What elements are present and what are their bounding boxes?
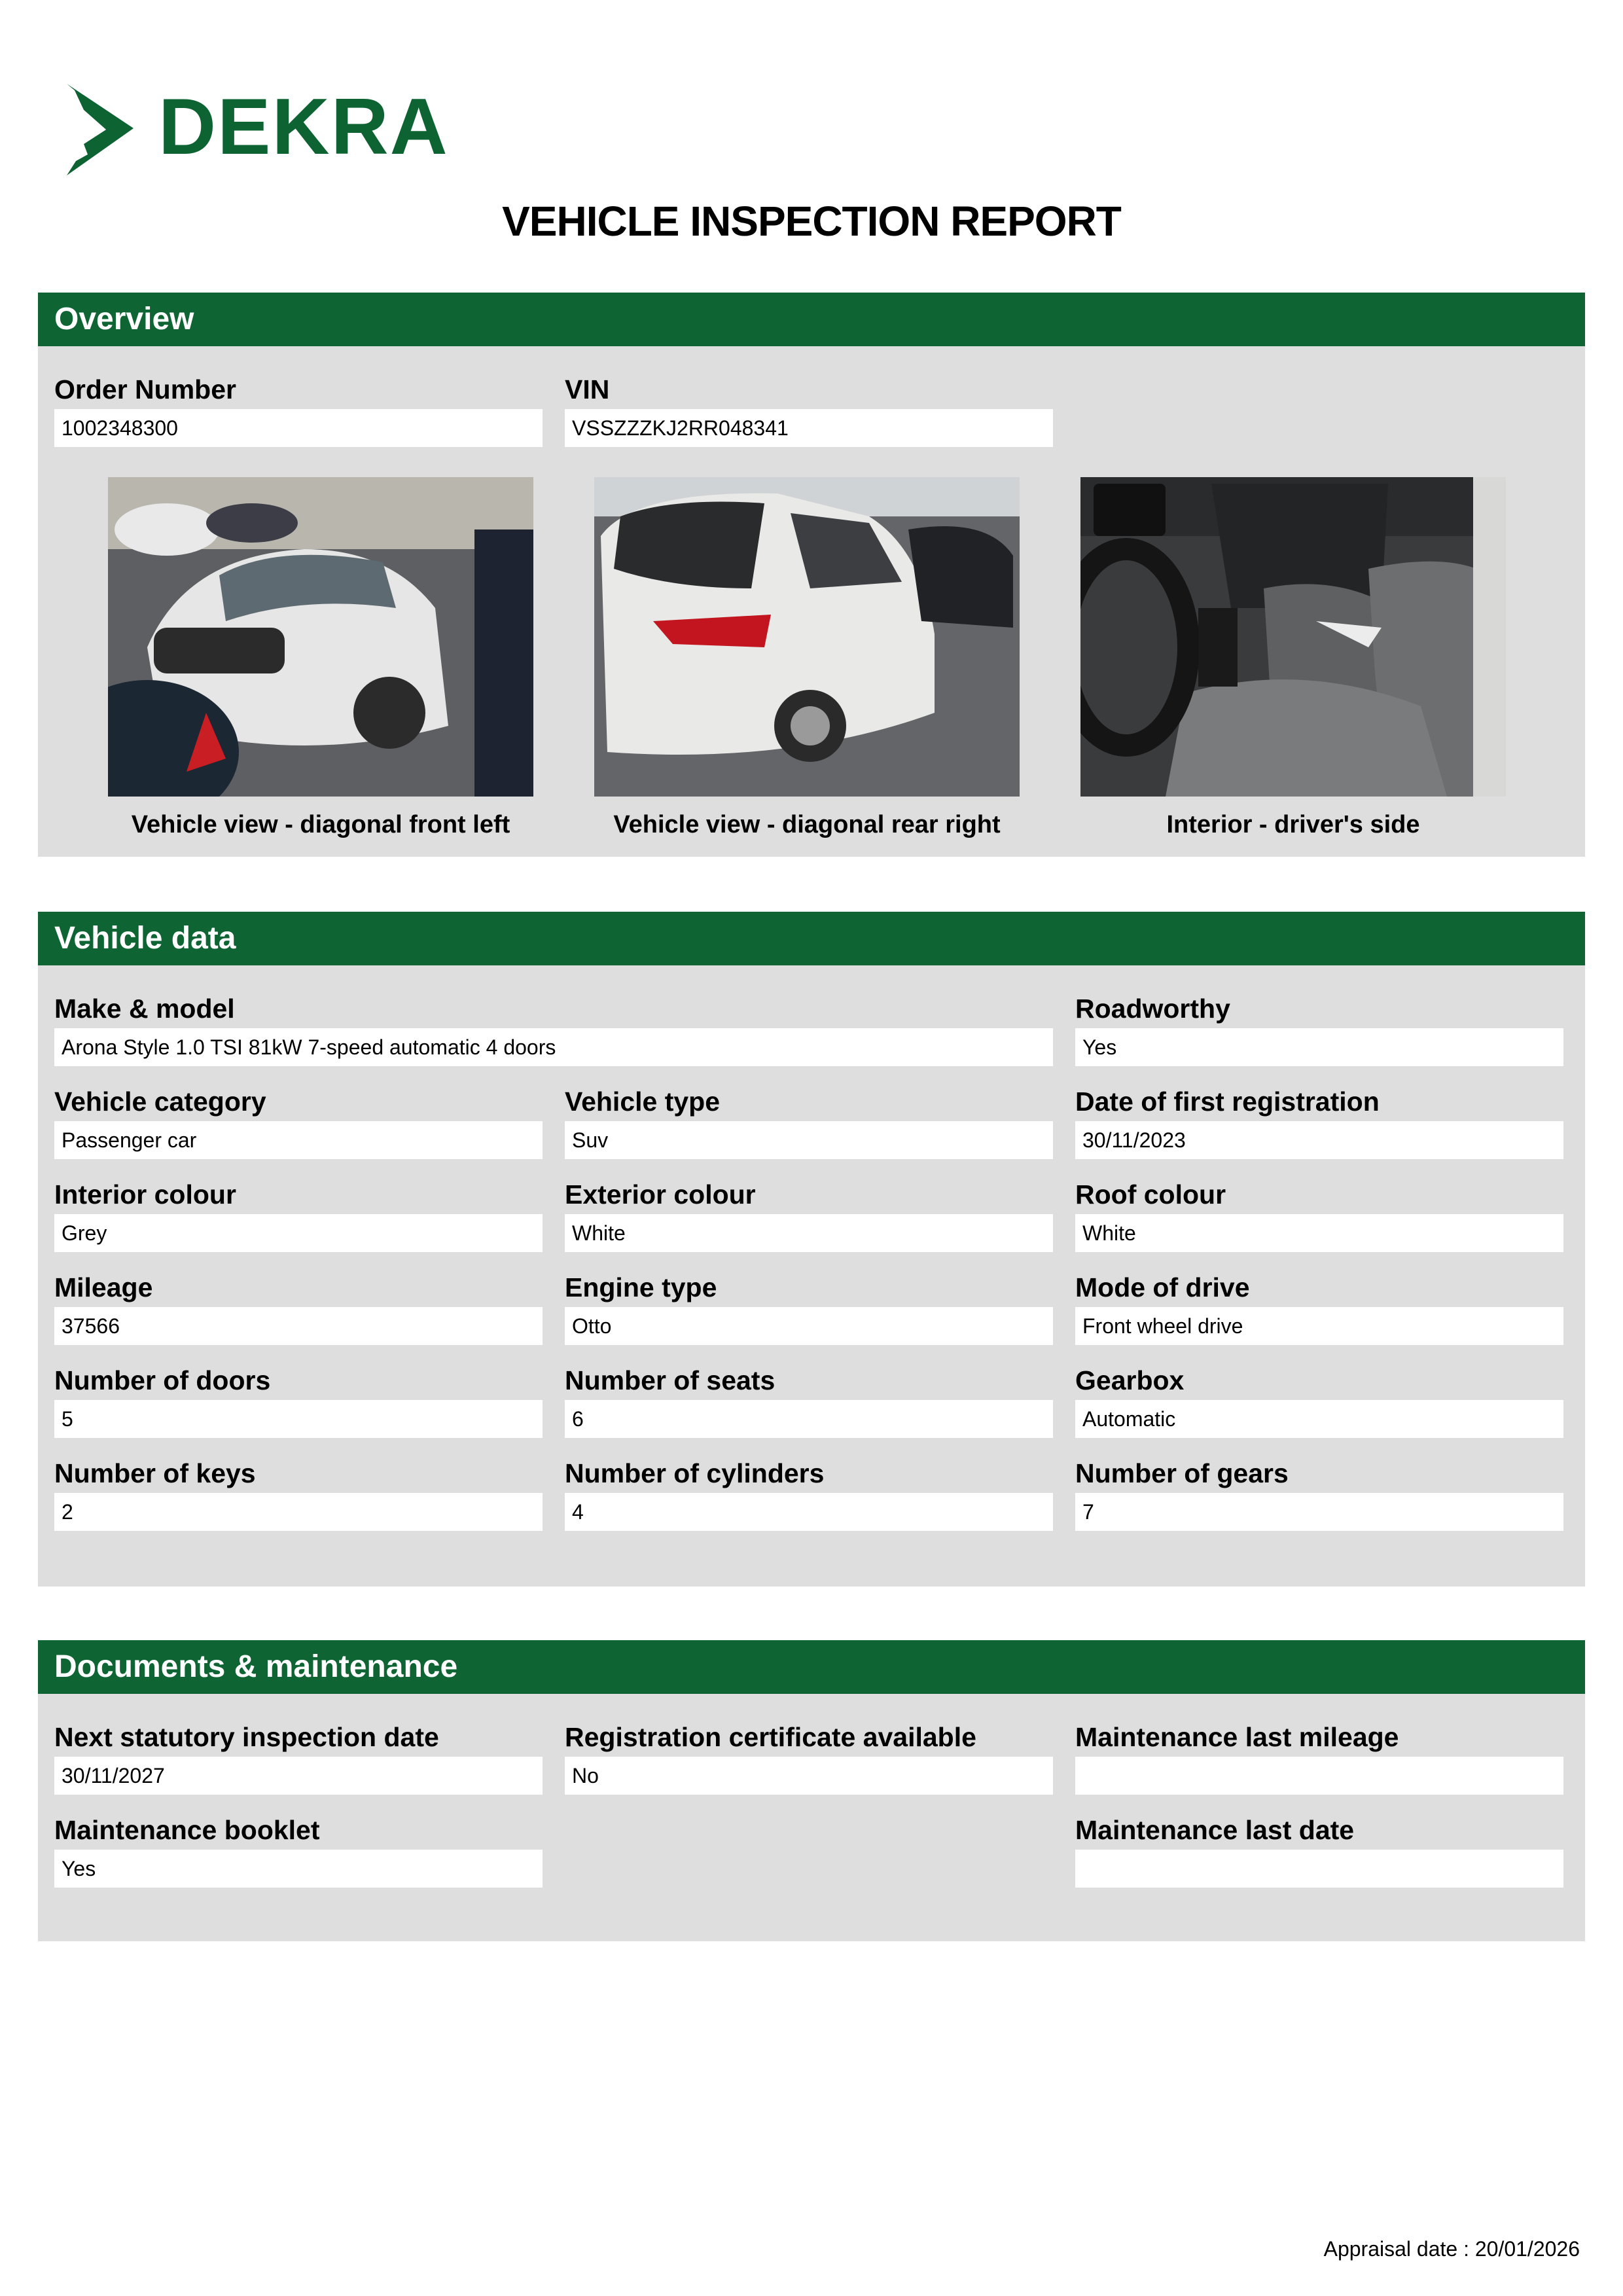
field-value: Yes: [1075, 1028, 1563, 1066]
vehicle-type-field: [565, 1088, 1053, 1159]
photo-caption: Vehicle view - diagonal front left: [131, 811, 510, 838]
mileage-field: [54, 1274, 543, 1345]
field-value: [1075, 1850, 1563, 1888]
photo-caption: Vehicle view - diagonal rear right: [613, 811, 1001, 838]
field-label: Roadworthy: [1075, 994, 1230, 1024]
maintenance-last-mileage-field: [1075, 1724, 1563, 1795]
vehicle-data-section: [38, 912, 1585, 1587]
field-label: Number of gears: [1075, 1458, 1289, 1488]
field-value: 30/11/2023: [1075, 1121, 1563, 1159]
order-number-field: [54, 376, 543, 447]
overview-section: [38, 293, 1585, 857]
field-label: Roof colour: [1075, 1179, 1226, 1210]
photo-rear-right[interactable]: [594, 477, 1020, 839]
field-value: Passenger car: [54, 1121, 543, 1159]
report-title: VEHICLE INSPECTION REPORT: [502, 198, 1121, 245]
field-label: VIN: [565, 374, 610, 404]
field-value: Automatic: [1075, 1400, 1563, 1438]
field-value: Front wheel drive: [1075, 1307, 1563, 1345]
documents-maintenance-section: [38, 1640, 1585, 1941]
section-header: Overview: [38, 293, 1585, 346]
first-registration-field: [1075, 1088, 1563, 1159]
interior-colour-field: [54, 1181, 543, 1252]
field-value: 7: [1075, 1493, 1563, 1531]
field-label: Number of seats: [565, 1365, 776, 1395]
maintenance-last-date-field: [1075, 1817, 1563, 1888]
field-value: 5: [54, 1400, 543, 1438]
field-value: Yes: [54, 1850, 543, 1888]
field-label: Exterior colour: [565, 1179, 756, 1210]
field-value: Arona Style 1.0 TSI 81kW 7-speed automatic 4 doors: [54, 1028, 1053, 1066]
field-value: Grey: [54, 1214, 543, 1252]
field-label: Registration certificate available: [565, 1722, 976, 1752]
field-label: Make & model: [54, 994, 235, 1024]
photo-front-left[interactable]: [108, 477, 533, 839]
exterior-colour-field: [565, 1181, 1053, 1252]
dekra-wordmark: DEKRA: [158, 82, 449, 171]
number-of-doors-field: [54, 1367, 543, 1438]
field-label: Vehicle category: [54, 1086, 266, 1117]
field-value: Otto: [565, 1307, 1053, 1345]
next-inspection-field: [54, 1724, 543, 1795]
vin-field: [565, 376, 1053, 447]
field-value: 6: [565, 1400, 1053, 1438]
field-value: 1002348300: [54, 409, 543, 447]
field-label: Number of doors: [54, 1365, 271, 1395]
field-label: Vehicle type: [565, 1086, 721, 1117]
field-label: Number of keys: [54, 1458, 256, 1488]
mode-of-drive-field: [1075, 1274, 1563, 1345]
registration-certificate-field: [565, 1724, 1053, 1795]
make-model-field: [54, 996, 1053, 1066]
gearbox-field: [1075, 1367, 1563, 1438]
number-of-cylinders-field: [565, 1460, 1053, 1531]
field-label: Date of first registration: [1075, 1086, 1380, 1117]
roof-colour-field: [1075, 1181, 1563, 1252]
photo-caption: Interior - driver's side: [1166, 811, 1420, 838]
field-value: 37566: [54, 1307, 543, 1345]
number-of-gears-field: [1075, 1460, 1563, 1531]
appraisal-date: Appraisal date : 20/01/2026: [1323, 2237, 1580, 2261]
number-of-seats-field: [565, 1367, 1053, 1438]
field-label: Maintenance last mileage: [1075, 1722, 1399, 1752]
dekra-arrow-icon: [60, 84, 139, 175]
car-rear-right-photo: [594, 477, 1020, 797]
roadworthy-field: [1075, 996, 1563, 1066]
number-of-keys-field: [54, 1460, 543, 1531]
section-header: Vehicle data: [38, 912, 1585, 965]
field-label: Maintenance last date: [1075, 1815, 1355, 1845]
field-value: Suv: [565, 1121, 1053, 1159]
field-label: Maintenance booklet: [54, 1815, 320, 1845]
photo-interior[interactable]: [1080, 477, 1506, 839]
car-front-left-photo: [108, 477, 533, 797]
section-header: Documents & maintenance: [38, 1640, 1585, 1694]
field-value: 4: [565, 1493, 1053, 1531]
field-label: Next statutory inspection date: [54, 1722, 439, 1752]
maintenance-booklet-field: [54, 1817, 543, 1888]
field-value: White: [1075, 1214, 1563, 1252]
field-label: Engine type: [565, 1272, 717, 1302]
car-interior-photo: [1080, 477, 1506, 797]
field-label: Mode of drive: [1075, 1272, 1250, 1302]
field-label: Number of cylinders: [565, 1458, 825, 1488]
field-value: White: [565, 1214, 1053, 1252]
field-label: Gearbox: [1075, 1365, 1185, 1395]
field-value: 2: [54, 1493, 543, 1531]
field-value: 30/11/2027: [54, 1757, 543, 1795]
engine-type-field: [565, 1274, 1053, 1345]
field-value: [1075, 1757, 1563, 1795]
field-label: Order Number: [54, 374, 236, 404]
field-value: No: [565, 1757, 1053, 1795]
field-value: VSSZZZKJ2RR048341: [565, 409, 1053, 447]
field-label: Mileage: [54, 1272, 153, 1302]
vehicle-category-field: [54, 1088, 543, 1159]
field-label: Interior colour: [54, 1179, 236, 1210]
